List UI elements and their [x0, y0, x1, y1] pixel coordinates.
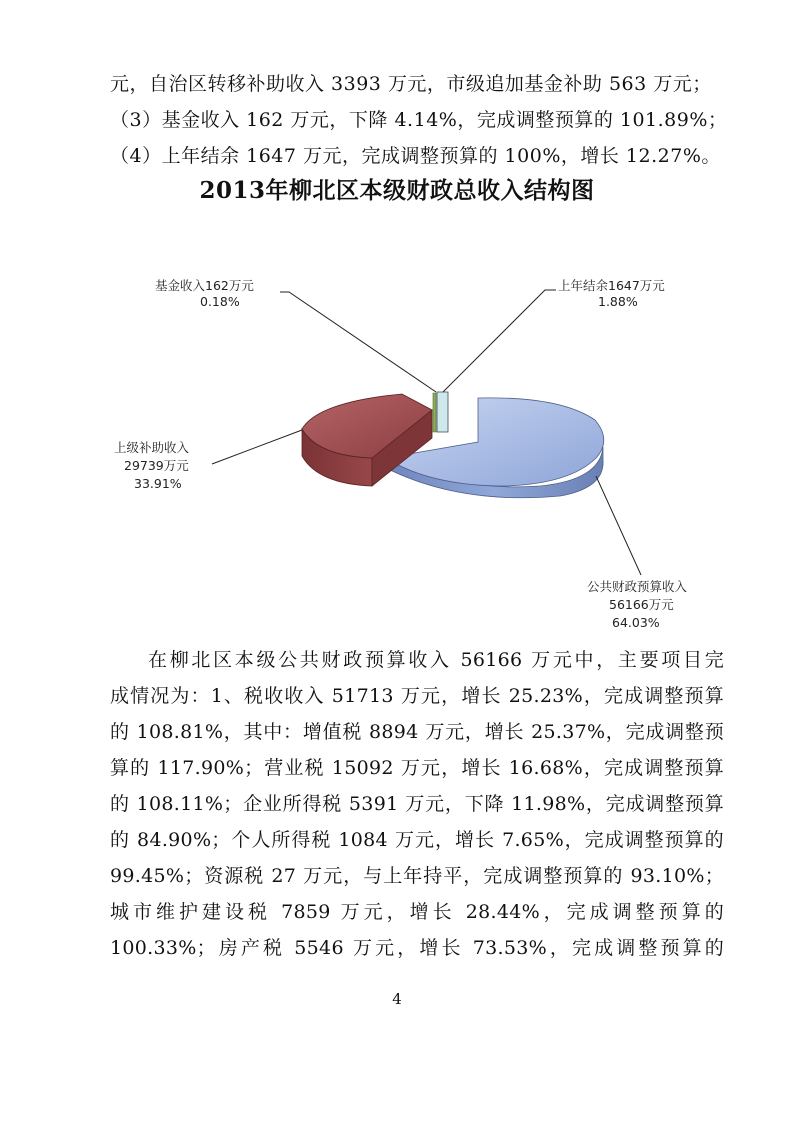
page-number: 4 [392, 990, 402, 1008]
label-fund-percent: 0.18% [200, 294, 240, 309]
label-surplus-percent: 1.88% [598, 294, 638, 309]
leader-line-public [596, 476, 641, 575]
intro-line-2: （3）基金收入 162 万元，下降 4.14%，完成调整预算的 101.89%； [110, 109, 728, 131]
leader-line-surplus [443, 290, 556, 392]
body-line-9: 100.33%；房产税 5546 万元，增长 73.53%，完成调整预算的 [110, 937, 724, 959]
body-line-2: 成情况为：1、税收收入 51713 万元，增长 25.23%，完成调整预算 [110, 685, 724, 707]
leader-line-fund [280, 292, 436, 392]
slice-previous-surplus [437, 392, 448, 432]
body-line-7: 99.45%；资源税 27 万元，与上年持平，完成调整预算的 93.10%； [110, 865, 724, 887]
intro-line-3: （4）上年结余 1647 万元，完成调整预算的 100%，增长 12.27%。 [110, 145, 721, 167]
label-fund-name: 基金收入162万元 [155, 278, 254, 293]
slice-fund-shape [433, 393, 436, 432]
label-subsidy-name: 上级补助收入 [114, 440, 190, 455]
body-line-5: 的 108.11%；企业所得税 5391 万元，下降 11.98%，完成调整预算 [110, 793, 724, 815]
label-subsidy-percent: 33.91% [134, 476, 182, 491]
intro-line-1: 元，自治区转移补助收入 3393 万元，市级追加基金补助 563 万元； [110, 73, 712, 95]
body-line-1: 在柳北区本级公共财政预算收入 56166 万元中，主要项目完 [148, 649, 724, 671]
label-public-name: 公共财政预算收入 [587, 579, 688, 594]
body-line-3: 的 108.81%，其中：增值税 8894 万元，增长 25.37%，完成调整预 [110, 721, 724, 743]
label-public-percent: 64.03% [612, 615, 660, 630]
label-public-value: 56166万元 [609, 597, 674, 612]
body-line-6: 的 84.90%；个人所得税 1084 万元，增长 7.65%，完成调整预算的 [110, 829, 724, 851]
body-paragraph [110, 642, 724, 966]
slice-fund [433, 393, 436, 432]
leader-line-subsidy [212, 430, 302, 464]
body-line-8: 城市维护建设税 7859 万元，增长 28.44%，完成调整预算的 [110, 901, 724, 923]
label-surplus-name: 上年结余1647万元 [558, 278, 665, 293]
chart-title: 2013年柳北区本级财政总收入结构图 [199, 177, 595, 204]
body-line-4: 算的 117.90%；营业税 15092 万元，增长 16.68%，完成调整预算 [110, 757, 724, 779]
slice-previous-surplus-shape [437, 392, 448, 432]
label-subsidy-value: 29739万元 [124, 458, 189, 473]
